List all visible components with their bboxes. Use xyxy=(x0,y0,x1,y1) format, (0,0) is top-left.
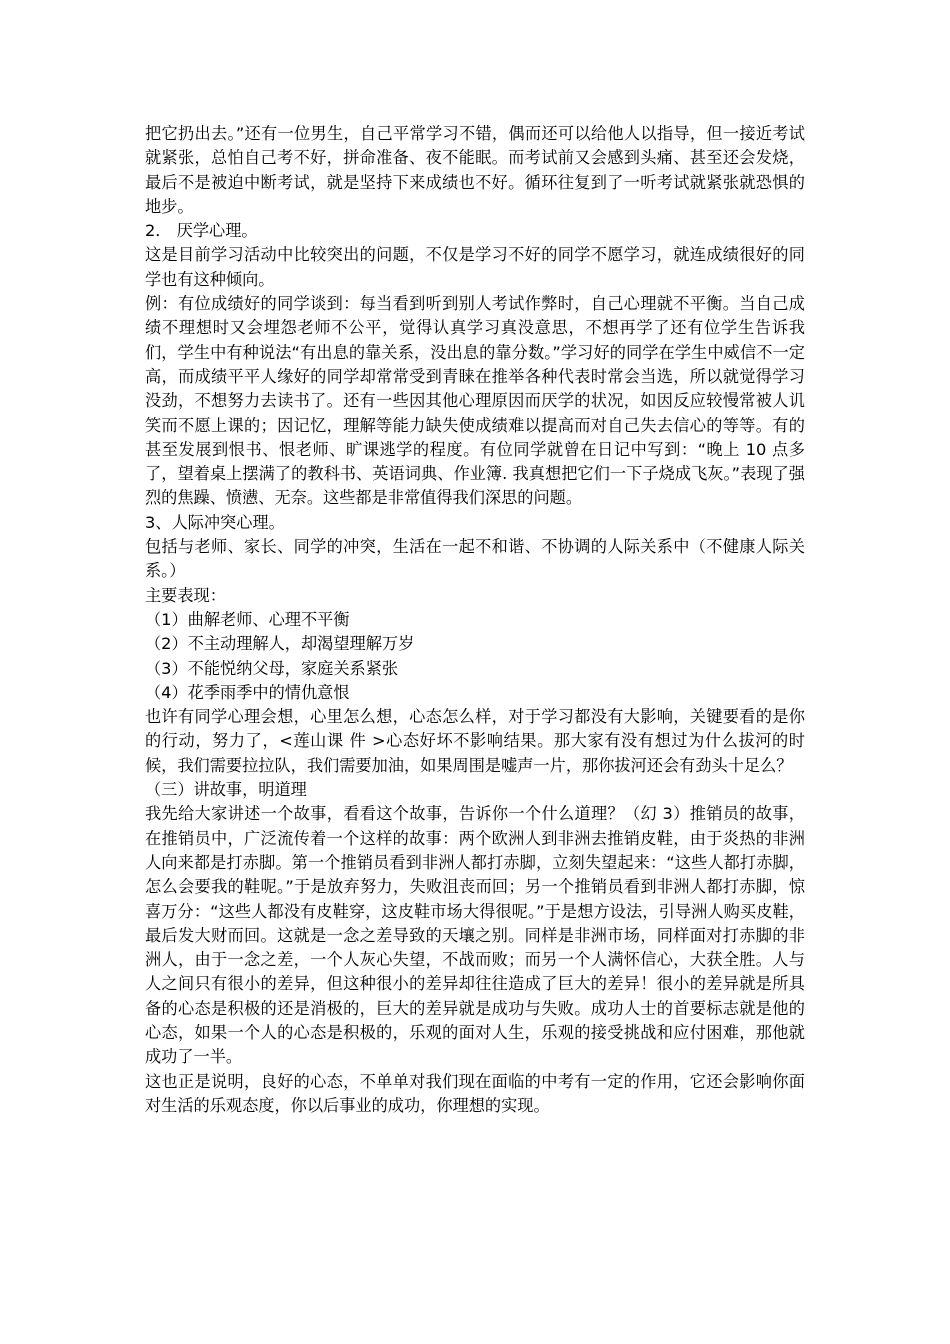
paragraph-tug-of-war: 也许有同学心理会想，心里怎么想，心态怎么样，对于学习都没有大影响，关键要看的是你的行动，努力了，<莲山课 件 >心态好坏不影响结果。那大家有没有想过为什么拔河的时候，我们需要拉拉队，我们需要加油，如果周围是嘘声一片，那你拔河还会有劲头十足么？ xyxy=(145,707,805,775)
paragraph-conclusion: 这也正是说明，良好的心态，不单单对我们现在面临的中考有一定的作用，它还会影响你面对生活的乐观态度，你以后事业的成功，你理想的实现。 xyxy=(145,1071,805,1115)
paragraph-study-aversion-example: 例：有位成绩好的同学谈到：每当看到听到别人考试作弊时，自己心理就不平衡。当自己成绩不理想时又会埋怨老师不公平，觉得认真学习真没意思，不想再学了还有位学生告诉我们，学生中有种说法“有出息的靠关系，没出息的靠分数。”学习好的同学在学生中威信不一定高，而成绩平平人缘好的同学却常常受到青睐在推举各种代表时常会当选，所以就觉得学习没劲，不想努力去读书了。还有一些因其他心理原因而厌学的状况，如因反应较慢常被人讥笑而不愿上课的；因记忆，理解等能力缺失使成绩难以提高而对自己失去信心的等等。有的甚至发展到恨书、恨老师、旷课逃学的程度。有位同学就曾在日记中写到：“晚上 10 点多了，望着桌上摆满了的教科书、英语词典、作业簿. 我真想把它们一下子烧成飞灰。”表现了强烈的焦躁、愤懑、无奈。这些都是非常值得我们深思的问题。 xyxy=(145,294,805,508)
paragraph-salesman-story: 我先给大家讲述一个故事，看看这个故事，告诉你一个什么道理？（幻 3）推销员的故事，在推销员中，广泛流传着一个这样的故事：两个欧洲人到非洲去推销皮鞋，由于炎热的非洲人向来都是打赤脚。第一个推销员看到非洲人都打赤脚，立刻失望起来：“这些人都打赤脚，怎么会要我的鞋呢。”于是放弃努力，失败沮丧而回；另一个推销员看到非洲人都打赤脚，惊喜万分：“这些人都没有皮鞋穿，这皮鞋市场大得很呢。”于是想方设法，引导洲人购买皮鞋，最后发大财而回。这就是一念之差导致的天壤之别。同样是非洲市场，同样面对打赤脚的非洲人，由于一念之差，一个人灰心失望，不战而败；而另一个人满怀信心，大获全胜。人与人之间只有很小的差异，但这种很小的差异却往往造成了巨大的差异！很小的差异就是所具备的心态是积极的还是消极的，巨大的差异就是成功与失败。成功人士的首要标志就是他的心态，如果一个人的心态是积极的，乐观的面对人生，乐观的接受挑战和应付困难，那他就成功了一半。 xyxy=(145,804,805,1067)
paragraph-exam-anxiety-example: 把它扔出去。”还有一位男生，自己平常学习不错，偶而还可以给他人以指导，但一接近考试就紧张，总怕自己考不好，拼命准备、夜不能眠。而考试前又会感到头痛、甚至还会发烧，最后不是被迫中断考试，就是坚持下来成绩也不好。循环往复到了一听考试就紧张就恐惧的地步。 xyxy=(145,124,805,216)
heading-study-aversion: 2． 厌学心理。 xyxy=(145,221,258,241)
list-item: （2）不主动理解人，却渴望理解万岁 xyxy=(145,634,415,654)
list-item: （3）不能悦纳父母，家庭关系紧张 xyxy=(145,658,399,678)
list-item: （1）曲解老师、心理不平衡 xyxy=(145,609,350,629)
label-main-manifestations: 主要表现： xyxy=(145,585,226,605)
paragraph-interpersonal-conflict: 包括与老师、家长、同学的冲突，生活在一起不和谐、不协调的人际关系中（不健康人际关系。） xyxy=(145,537,805,581)
heading-interpersonal-conflict: 3、人际冲突心理。 xyxy=(145,512,285,532)
paragraph-study-aversion-intro: 这是目前学习活动中比较突出的问题，不仅是学习不好的同学不愿学习，就连成绩很好的同学也有这种倾向。 xyxy=(145,245,805,289)
heading-tell-story: （三）讲故事，明道理 xyxy=(145,780,307,800)
list-item: （4）花季雨季中的情仇意恨 xyxy=(145,682,350,702)
document-body xyxy=(145,122,805,1118)
